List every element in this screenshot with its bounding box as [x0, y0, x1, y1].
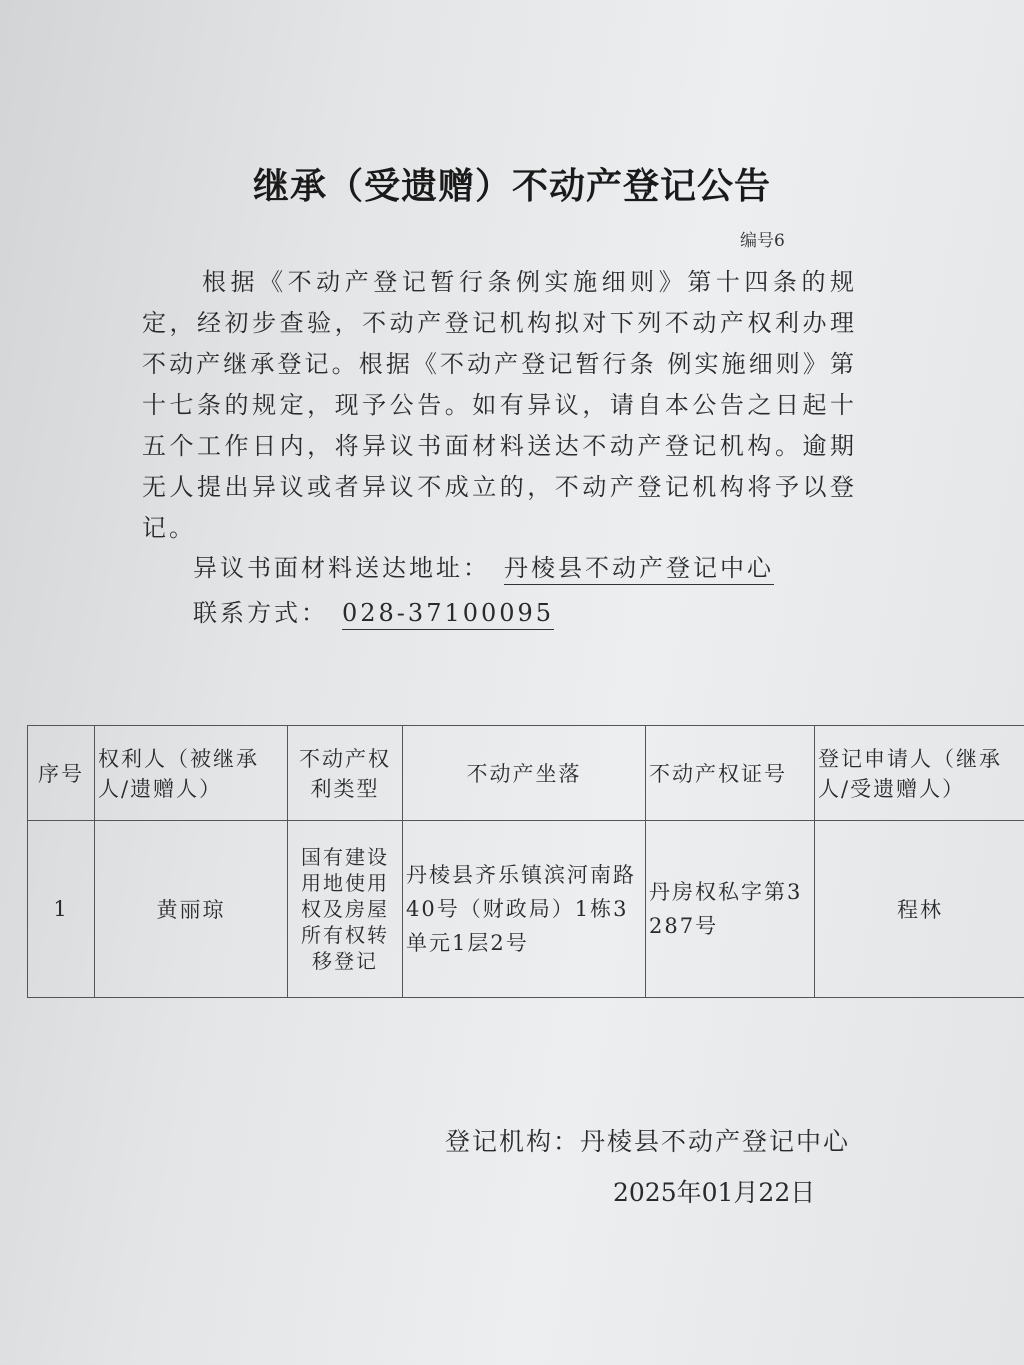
header-seq: 序号 — [28, 726, 95, 821]
notice-date: 2025年01月22日 — [613, 1178, 816, 1207]
phone-label: 联系方式： — [193, 599, 328, 627]
table-header-row — [28, 726, 1024, 821]
header-owner: 权利人（被继承人/遗赠人） — [95, 726, 288, 821]
cell-applicant: 程林 — [815, 821, 1024, 998]
address-value: 丹棱县不动产登记中心 — [504, 554, 774, 585]
registration-table — [27, 725, 1024, 998]
cell-owner: 黄丽琼 — [95, 821, 288, 998]
objection-address — [193, 548, 774, 583]
cell-seq: 1 — [28, 821, 95, 998]
contact-phone — [193, 593, 554, 628]
cell-location: 丹棱县齐乐镇滨河南路40号（财政局）1栋3单元1层2号 — [403, 821, 646, 998]
header-type: 不动产权利类型 — [288, 726, 403, 821]
header-cert: 不动产权证号 — [646, 726, 815, 821]
header-location: 不动产坐落 — [403, 726, 646, 821]
table-row — [28, 821, 1024, 998]
cell-type: 国有建设用地使用权及房屋所有权转移登记 — [288, 821, 403, 998]
phone-value: 028-37100095 — [342, 599, 554, 630]
cell-cert: 丹房权私字第3287号 — [646, 821, 815, 998]
address-label: 异议书面材料送达地址： — [193, 554, 490, 582]
header-applicant: 登记申请人（继承人/受遗赠人） — [815, 726, 1024, 821]
document-title: 继承（受遗赠）不动产登记公告 — [252, 166, 771, 207]
document-number: 编号6 — [740, 231, 785, 251]
registration-org: 登记机构：丹棱县不动产登记中心 — [445, 1127, 851, 1156]
notice-paragraph: 根据《不动产登记暂行条例实施细则》第十四条的规定，经初步查验，不动产登记机构拟对下列不动产权利办理不动产继承登记。根据《不动产登记暂行条 例实施细则》第十七条的规定，现予公告。如有异议，请自本公告之日起十五个工作日内，将异议书面材料送达不动产登记机构。逾期无人提出异议或者异议不成立的，不动产登记机构将予以登记。 — [142, 268, 857, 542]
